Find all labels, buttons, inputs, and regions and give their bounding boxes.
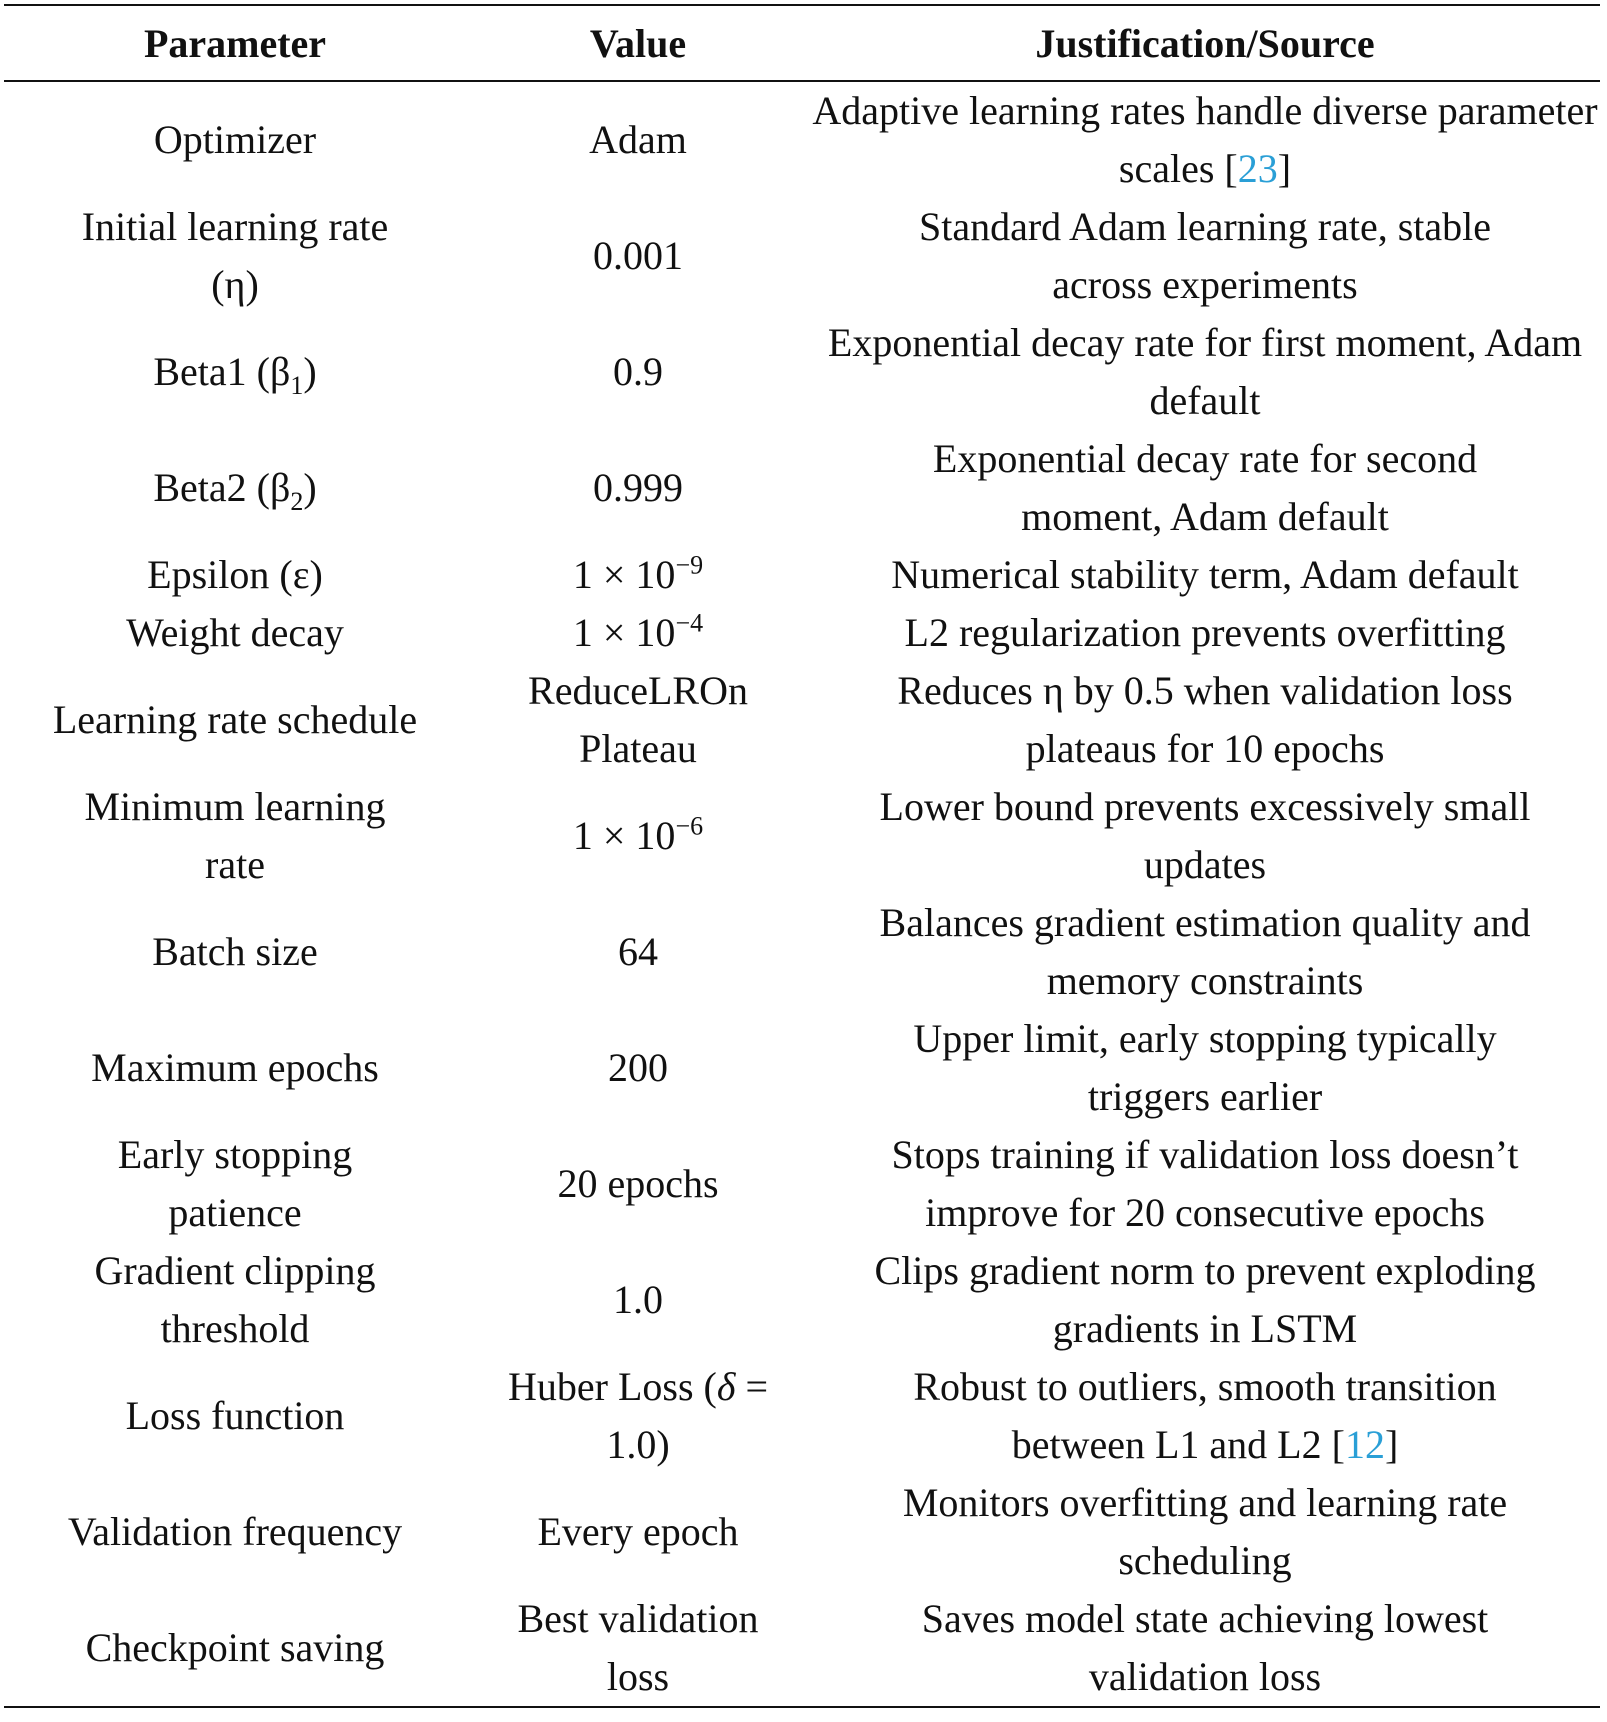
justification-cell: Saves model state achieving lowest validation loss [921,1596,1489,1699]
value-cell: $1 \times 10^{-9}$ [572,550,704,597]
parameter-cell: Initial learning rate (η) [81,204,389,307]
justification-cell: Clips gradient norm to prevent exploding gradients in LSTM [874,1248,1536,1351]
header-parameter: Parameter [143,20,327,66]
table-header [4,5,1600,81]
citation-link[interactable]: 23 [1237,146,1278,191]
value-cell: Adam [589,117,687,162]
parameter-cell: Minimum learning rate [84,784,386,887]
table-row [4,1242,1600,1358]
table-row [4,662,1600,778]
table-body [4,81,1600,1707]
value-cell: Every epoch [537,1509,739,1554]
table-row [4,1358,1600,1474]
parameter-cell: Beta2 $(\beta_2)$ [153,465,317,516]
parameter-cell: Epsilon (ε) [147,552,323,597]
table-row [4,604,1600,662]
value-cell: 0.9 [613,349,663,394]
value-cell: 200 [608,1045,668,1090]
hyperparameter-table [4,4,1600,1708]
value-cell: Huber Loss (δ = 1.0) [507,1364,768,1467]
justification-cell: L2 regularization prevents overfitting [904,610,1506,655]
table-row [4,1010,1600,1126]
table-row [4,894,1600,1010]
parameter-cell: Beta1 $(\beta_1)$ [153,349,317,400]
justification-cell: Balances gradient estimation quality and memory constraints [879,900,1531,1003]
justification-cell: Upper limit, early stopping typically triggers earlier [913,1016,1497,1119]
citation-link[interactable]: 12 [1344,1422,1385,1467]
value-cell: Best validation loss [517,1596,759,1699]
table-row [4,546,1600,604]
parameter-cell: Early stopping patience [117,1132,353,1235]
header-justification: Justification/Source [1035,20,1375,66]
justification-cell: Reduces η by 0.5 when validation loss plateaus for 10 epochs [897,668,1513,771]
parameter-cell: Loss function [125,1393,345,1438]
table-row [4,430,1600,546]
justification-cell: Exponential decay rate for first moment, Adam default [827,320,1583,423]
value-cell: 20 epochs [557,1161,719,1206]
value-cell: 0.999 [593,465,683,510]
parameter-cell: Gradient clipping threshold [94,1248,376,1351]
table-row [4,1474,1600,1590]
parameter-cell: Weight decay [126,610,344,655]
justification-cell: Stops training if validation loss doesn’t improve for 20 consecutive epochs [891,1132,1519,1235]
justification-cell: Numerical stability term, Adam default [891,552,1519,597]
hyperparameter-table-container [4,4,1600,1708]
value-cell: 0.001 [593,233,683,278]
delta-symbol: δ [716,1364,736,1409]
value-cell: 1.0 [613,1277,663,1322]
parameter-cell: Optimizer [153,117,317,162]
justification-cell: Robust to outliers, smooth transition between L1 and L2 [12] [913,1364,1497,1467]
header-row [4,5,1600,81]
table-row [4,314,1600,430]
justification-cell: Standard Adam learning rate, stable across experiments [918,204,1492,307]
justification-cell: Monitors overfitting and learning rate scheduling [902,1480,1508,1583]
table-row [4,198,1600,314]
justification-cell: Exponential decay rate for second moment, Adam default [932,436,1478,539]
justification-cell [810,81,1600,198]
parameter-cell: Validation frequency [67,1509,403,1554]
value-cell: $1 \times 10^{-4}$ [572,608,704,655]
parameter-cell: Learning rate schedule [52,697,418,742]
header-value: Value [589,20,687,66]
table-row [4,1590,1600,1707]
parameter-cell: Maximum epochs [91,1045,379,1090]
justification-cell: Lower bound prevents excessively small updates [879,784,1531,887]
table-row [4,1126,1600,1242]
table-row [4,778,1600,894]
parameter-cell: Batch size [152,929,318,974]
value-cell: ReduceLROn Plateau [528,668,748,771]
parameter-cell: Checkpoint saving [85,1625,385,1670]
table-row [4,81,1600,198]
value-cell: 64 [618,929,658,974]
value-cell: $1 \times 10^{-6}$ [572,811,704,858]
justification-text: Adaptive learning rates handle diverse parameter scales [23] [812,88,1598,191]
